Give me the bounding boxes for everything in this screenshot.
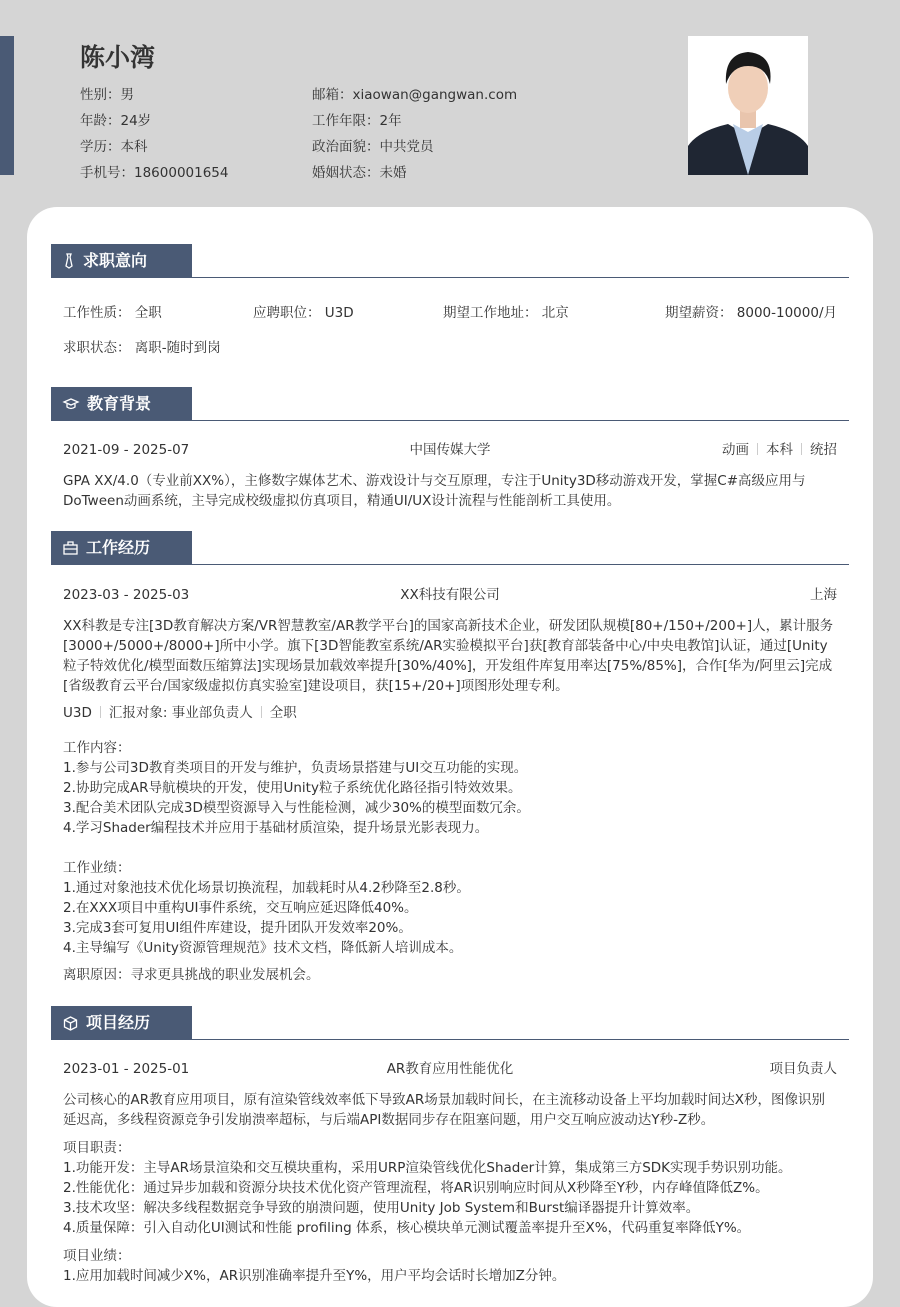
intent-row bbox=[63, 303, 837, 323]
education-level: 学历：本科 bbox=[80, 139, 148, 155]
company: XX科技有限公司 bbox=[400, 587, 500, 603]
basic-info-right bbox=[312, 82, 517, 186]
work-result-item: 2.在XXX项目中重构UI事件系统，交互响应延迟降低40%。 bbox=[63, 900, 418, 916]
school: 中国传媒大学 bbox=[409, 442, 491, 458]
section-title: 工作经历 bbox=[86, 538, 151, 557]
project-duty-item: 3.技术攻坚：解决多线程数据竞争导致的崩溃问题，使用Unity Job System和Burst编译器提升计算效率。 bbox=[63, 1200, 700, 1216]
section-header-project bbox=[51, 1006, 849, 1040]
work-content-item: 1.参与公司3D教育类项目的开发与维护，负责场景搭建与UI交互功能的实现。 bbox=[63, 760, 528, 776]
project-results-label: 项目业绩： bbox=[63, 1248, 131, 1264]
cube-icon bbox=[63, 1016, 78, 1031]
education-row bbox=[63, 440, 837, 460]
degree: 本科 bbox=[766, 442, 793, 458]
gender: 性别：男 bbox=[80, 87, 134, 103]
section-title: 教育背景 bbox=[87, 394, 152, 413]
work-content-item: 3.配合美术团队完成3D模型资源导入与性能检测，减少30%的模型面数冗余。 bbox=[63, 800, 530, 816]
section-header-intent bbox=[51, 244, 849, 278]
work-tags bbox=[63, 703, 837, 723]
header-accent-bar bbox=[0, 36, 14, 175]
work-result-item: 4.主导编写《Unity资源管理规范》技术文档，降低新人培训成本。 bbox=[63, 940, 463, 956]
work-result-item: 3.完成3套可复用UI组件库建设，提升团队开发效率20%。 bbox=[63, 920, 412, 936]
work-body bbox=[63, 616, 837, 985]
phone: 手机号：18600001654 bbox=[80, 165, 229, 181]
briefcase-icon bbox=[63, 541, 78, 555]
work-row bbox=[63, 585, 837, 605]
job-status: 求职状态： 离职-随时到岗 bbox=[63, 340, 221, 356]
section-header-work bbox=[51, 531, 849, 565]
section-title: 求职意向 bbox=[83, 251, 148, 270]
salary: 期望薪资： 8000-10000/月 bbox=[664, 305, 837, 321]
section-header-education bbox=[51, 387, 849, 421]
project-duty-item: 1.功能开发：主导AR场景渲染和交互模块重构，采用URP渲染管线优化Shader计算，集成第三方SDK实现手势识别功能。 bbox=[63, 1160, 792, 1176]
work-content-item: 2.协助完成AR导航模块的开发，使用Unity粒子系统优化路径指引特效效果。 bbox=[63, 780, 522, 796]
project-row bbox=[63, 1059, 837, 1079]
project-body bbox=[63, 1090, 837, 1286]
project-desc: 公司核心的AR教育应用项目，原有渲染管线效率低下导致AR场景加载时间长，在主流移动设备上平均加载时间达X秒，图像识别延迟高，多线程资源竞争引发崩溃率超标，与后端API数据同步存在阻塞问题，用户交互响应波动达Y秒-Z秒。 bbox=[63, 1092, 825, 1128]
tag: U3D bbox=[63, 705, 92, 721]
project-role: 项目负责人 bbox=[769, 1061, 837, 1077]
work-content-label: 工作内容： bbox=[63, 740, 131, 756]
project-duty-item: 4.质量保障：引入自动化UI测试和性能 profiling 体系，核心模块单元测试覆盖率提升至X%，代码重复率降低Y%。 bbox=[63, 1220, 751, 1236]
resume-card bbox=[27, 207, 873, 1307]
project-name: AR教育应用性能优化 bbox=[386, 1061, 514, 1077]
project-duty-item: 2.性能优化：通过异步加载和资源分块技术优化资产管理流程，将AR识别响应时间从X秒降至Y秒，内存峰值降低Z%。 bbox=[63, 1180, 769, 1196]
tie-icon bbox=[63, 253, 75, 269]
project-duty-label: 项目职责： bbox=[63, 1140, 131, 1156]
job-type: 工作性质： 全职 bbox=[63, 305, 162, 321]
edu-date: 2021-09 - 2025-07 bbox=[63, 442, 190, 458]
project-result-item: 1.应用加载时间减少X%，AR识别准确率提升至Y%，用户平均会话时长增加Z分钟。 bbox=[63, 1268, 566, 1284]
enrollment: 统招 bbox=[810, 442, 837, 458]
edu-tags bbox=[579, 440, 837, 460]
political-status: 政治面貌：中共党员 bbox=[312, 139, 434, 155]
graduation-cap-icon bbox=[63, 397, 79, 411]
location: 期望工作地址： 北京 bbox=[443, 305, 569, 321]
major: 动画 bbox=[722, 442, 749, 458]
tag: 全职 bbox=[269, 705, 297, 721]
position: 应聘职位： U3D bbox=[253, 305, 354, 321]
age: 年龄：24岁 bbox=[80, 113, 152, 129]
work-location: 上海 bbox=[810, 587, 837, 603]
project-date: 2023-01 - 2025-01 bbox=[63, 1061, 190, 1077]
work-results-label: 工作业绩： bbox=[63, 860, 131, 876]
education-desc: GPA XX/4.0（专业前XX%），主修数字媒体艺术、游戏设计与交互原理，专注于Unity3D移动游戏开发，掌握C#高级应用与DoTween动画系统，主导完成校级虚拟仿真项目，精通UI/UX设计流程与性能剖析工具使用。 bbox=[63, 473, 806, 509]
tag: 汇报对象: 事业部负责人 bbox=[108, 705, 253, 721]
company-desc: XX科教是专注[3D教育解决方案/VR智慧教室/AR教学平台]的国家高新技术企业，研发团队规模[80+/150+/200+]人，累计服务[3000+/5000+/8000+]所中小学。旗下[3D智能教室系统/AR实验模拟平台]获[教育部装备中心/中央电教馆]认证，通过[Unity粒子特效优化/模型面数压缩算法]实现场景加载效率提升[30%/40%]，开发组件库复用率达[75%/85%]，合作[华为/阿里云]完成[省级教育云平台/国家级虚拟仿真实验室]建设项目，获[15+/20+]项图形处理专利。 bbox=[63, 618, 834, 694]
marital-status: 婚姻状态：未婚 bbox=[312, 165, 407, 181]
basic-info-left bbox=[80, 82, 228, 186]
leave-reason: 离职原因：寻求更具挑战的职业发展机会。 bbox=[63, 967, 320, 983]
profile-photo bbox=[688, 36, 808, 175]
work-result-item: 1.通过对象池技术优化场景切换流程，加载耗时从4.2秒降至2.8秒。 bbox=[63, 880, 470, 896]
candidate-name: 陈小湾 bbox=[80, 43, 156, 72]
section-title: 项目经历 bbox=[86, 1013, 151, 1032]
work-years: 工作年限：2年 bbox=[312, 113, 402, 129]
email: 邮箱：xiaowan@gangwan.com bbox=[312, 87, 518, 103]
work-content-item: 4.学习Shader编程技术并应用于基础材质渲染，提升场景光影表现力。 bbox=[63, 820, 489, 836]
work-date: 2023-03 - 2025-03 bbox=[63, 587, 190, 603]
